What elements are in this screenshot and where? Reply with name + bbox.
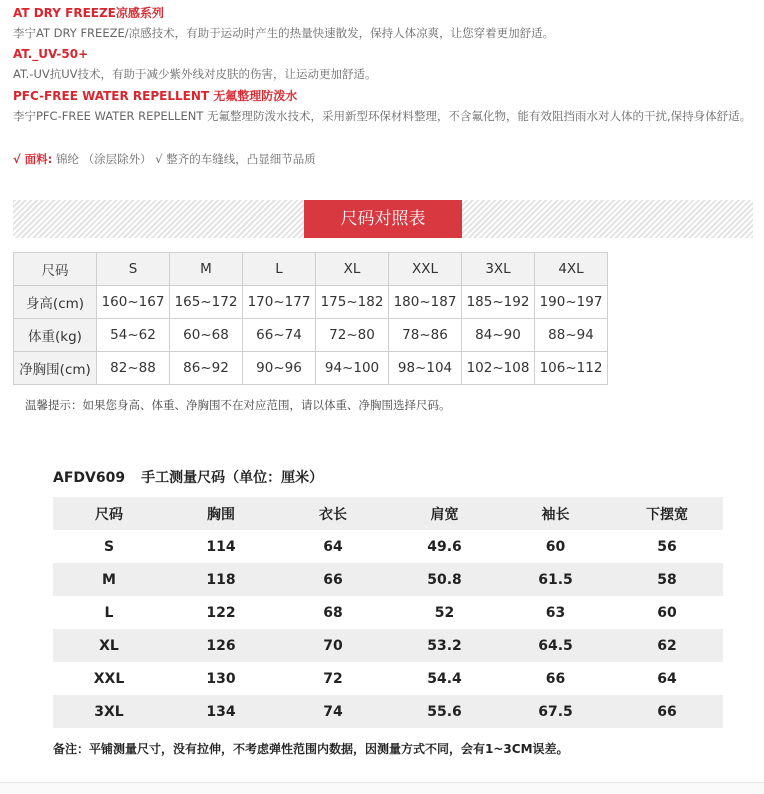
table-cell: 60 (657, 604, 677, 621)
header-cell: 衣长 (277, 497, 389, 530)
table-cell: 52 (434, 604, 455, 621)
table-cell: 56 (657, 538, 677, 555)
header-cell: 尺码 (53, 497, 165, 530)
table-cell: 106~112 (535, 352, 608, 385)
table-cell: 185~192 (462, 286, 535, 319)
table-row (14, 319, 608, 352)
bottom-strip (0, 783, 764, 794)
table-header-row (53, 497, 723, 530)
header-cell: 胸围 (165, 497, 277, 530)
table-cell: 90~96 (243, 352, 316, 385)
table-cell: 88~94 (535, 319, 608, 352)
table-cell: 66 (545, 670, 566, 687)
table-cell: 64 (323, 538, 343, 555)
header-cell: 袖长 (500, 497, 611, 530)
table-cell: 102~108 (462, 352, 535, 385)
measurement-table (53, 497, 723, 728)
table-cell: 49.6 (427, 538, 462, 555)
row-label: 身高(cm) (14, 286, 97, 319)
feature-desc: 李宁PFC-FREE WATER REPELLENT 无氟整理防泼水技术，采用新型环保材料整理，不含氟化物，能有效阻挡雨水对人体的干扰,保持身体舒适。 (13, 109, 752, 123)
table-cell: 82~88 (97, 352, 170, 385)
size-chart-banner-title: 尺码对照表 (304, 200, 462, 238)
feature-title: AT._UV-50+ (13, 47, 89, 61)
table-header-row (14, 253, 608, 286)
header-cell: 尺码 (14, 253, 97, 286)
header-cell: M (170, 253, 243, 286)
feature-dry-freeze (13, 6, 758, 44)
feature-desc: 李宁AT DRY FREEZE/凉感技术，有助于运动时产生的热量快速散发，保持人体凉爽，让您穿着更加舒适。 (13, 26, 555, 40)
table-cell: 134 (165, 695, 277, 728)
table-cell: 86~92 (170, 352, 243, 385)
header-cell: 肩宽 (389, 497, 500, 530)
table-cell: 160~167 (97, 286, 170, 319)
header-cell: S (97, 253, 170, 286)
table-cell: 72~80 (316, 319, 389, 352)
table-cell: 72 (323, 670, 343, 687)
table-cell: 70 (277, 629, 389, 662)
table-cell: 67.5 (500, 695, 611, 728)
header-cell: 4XL (535, 253, 608, 286)
table-cell: 66 (611, 695, 723, 728)
feature-title: AT DRY FREEZE凉感系列 (13, 6, 164, 20)
material-line (13, 151, 758, 167)
table-cell: 122 (206, 604, 236, 621)
table-cell: 175~182 (316, 286, 389, 319)
table-cell: 94~100 (316, 352, 389, 385)
header-cell: 下摆宽 (611, 497, 723, 530)
table-cell: 63 (545, 604, 566, 621)
measure-title-text: 手工测量尺码（单位：厘米） (141, 470, 324, 486)
table-cell: S (103, 538, 115, 555)
size-comparison-table (13, 252, 608, 385)
table-cell: 50.8 (389, 563, 500, 596)
measure-title (53, 467, 323, 487)
table-row (14, 286, 608, 319)
table-cell: 62 (611, 629, 723, 662)
material-text: 锦纶 （涂层除外） √ 整齐的车缝线，凸显细节品质 (55, 152, 316, 166)
table-cell: 74 (277, 695, 389, 728)
table-cell: 170~177 (243, 286, 316, 319)
table-cell: 64 (657, 670, 677, 687)
table-row (53, 530, 723, 563)
table-cell: 118 (165, 563, 277, 596)
table-cell: 84~90 (462, 319, 535, 352)
table-cell: 114 (206, 538, 236, 555)
table-cell: 165~172 (170, 286, 243, 319)
row-label: 体重(kg) (14, 319, 97, 352)
feature-water-repellent (13, 89, 758, 127)
header-cell: XXL (389, 253, 462, 286)
table-row (53, 629, 723, 662)
table-cell: 126 (165, 629, 277, 662)
table-cell: XL (53, 629, 165, 662)
table-cell: 58 (611, 563, 723, 596)
table-cell: XXL (93, 670, 125, 687)
table-cell: 190~197 (535, 286, 608, 319)
table-cell: 60~68 (170, 319, 243, 352)
table-cell: 68 (323, 604, 343, 621)
table-cell: 66 (277, 563, 389, 596)
size-tip: 温馨提示：如果您身高、体重、净胸围不在对应范围，请以体重、净胸围选择尺码。 (25, 398, 451, 412)
table-cell: 54~62 (97, 319, 170, 352)
material-label: √ 面料: (13, 152, 53, 166)
table-cell: 98~104 (389, 352, 462, 385)
table-row (53, 596, 723, 629)
feature-uv (13, 47, 758, 85)
table-cell: L (104, 604, 114, 621)
table-cell: 78~86 (389, 319, 462, 352)
table-cell: 3XL (53, 695, 165, 728)
table-cell: 180~187 (389, 286, 462, 319)
product-code: AFDV609 (53, 470, 126, 486)
table-cell: 66~74 (243, 319, 316, 352)
feature-title: PFC-FREE WATER REPELLENT 无氟整理防泼水 (13, 89, 298, 103)
row-label: 净胸围(cm) (14, 352, 97, 385)
table-row (53, 695, 723, 728)
feature-desc: AT.-UV抗UV技术，有助于减少紫外线对皮肤的伤害，让运动更加舒适。 (13, 67, 377, 81)
table-cell: 64.5 (500, 629, 611, 662)
table-row (53, 662, 723, 695)
table-cell: 54.4 (427, 670, 462, 687)
table-cell: M (53, 563, 165, 596)
table-row (14, 352, 608, 385)
table-row (53, 563, 723, 596)
table-cell: 130 (206, 670, 236, 687)
table-cell: 55.6 (389, 695, 500, 728)
table-cell: 53.2 (389, 629, 500, 662)
measure-note: 备注：平铺测量尺寸，没有拉伸，不考虑弹性范围内数据，因测量方式不同，会有1~3CM误差。 (53, 742, 569, 756)
table-cell: 61.5 (500, 563, 611, 596)
table-cell: 60 (545, 538, 566, 555)
header-cell: 3XL (462, 253, 535, 286)
header-cell: L (243, 253, 316, 286)
header-cell: XL (316, 253, 389, 286)
